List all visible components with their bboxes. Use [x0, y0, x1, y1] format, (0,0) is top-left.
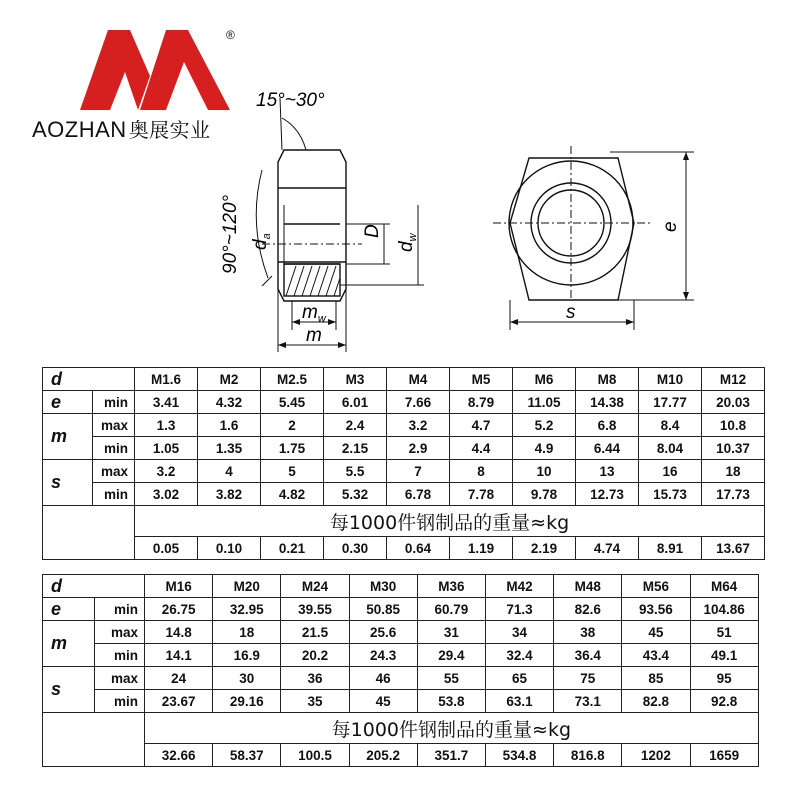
table-cell: 5 [261, 460, 324, 483]
label-m: m [306, 325, 322, 346]
table-row [43, 437, 765, 460]
weight-cell: 816.8 [554, 744, 622, 767]
weight-cell: 1.19 [450, 537, 513, 560]
row-limit: min [93, 391, 135, 414]
table-cell: 29.4 [417, 644, 485, 667]
table-row [43, 483, 765, 506]
table-cell: 12.73 [576, 483, 639, 506]
row-symbol: s [43, 460, 93, 506]
table-cell: 29.16 [213, 690, 281, 713]
brand-name-chinese: 奥展实业 [128, 118, 211, 142]
table-cell: 2.9 [387, 437, 450, 460]
table-cell: 82.8 [622, 690, 690, 713]
size-header: M2.5 [261, 368, 324, 391]
nut-side-outline [278, 150, 346, 301]
row-limit: max [95, 667, 145, 690]
table-cell: 36 [281, 667, 349, 690]
table-row [43, 598, 759, 621]
table-cell: 17.73 [702, 483, 765, 506]
table-cell: 17.77 [639, 391, 702, 414]
table-cell: 20.2 [281, 644, 349, 667]
table-row [43, 690, 759, 713]
weight-cell: 4.74 [576, 537, 639, 560]
table-cell: 45 [349, 690, 417, 713]
table-cell: 51 [690, 621, 758, 644]
table-cell: 3.2 [387, 414, 450, 437]
spec-table-large-sizes [42, 574, 759, 767]
weight-cell: 1202 [622, 744, 690, 767]
size-header: M10 [639, 368, 702, 391]
table-cell: 4.32 [198, 391, 261, 414]
table-cell: 85 [622, 667, 690, 690]
size-header: M2 [198, 368, 261, 391]
table-cell: 36.4 [554, 644, 622, 667]
table-cell: 34 [485, 621, 553, 644]
weight-note: 每1000件钢制品的重量≈kg [145, 713, 759, 744]
table-cell: 18 [213, 621, 281, 644]
table-cell: 14.1 [145, 644, 213, 667]
table-cell: 16.9 [213, 644, 281, 667]
table-row [43, 460, 765, 483]
table-cell: 6.78 [387, 483, 450, 506]
size-header: M8 [576, 368, 639, 391]
size-header: M48 [554, 575, 622, 598]
table-cell: 4.4 [450, 437, 513, 460]
table-cell: 20.03 [702, 391, 765, 414]
weight-row [43, 537, 765, 560]
label-da: $d_a$ [250, 233, 273, 250]
label-D: D [362, 224, 383, 238]
angle-arc-top [282, 118, 306, 150]
table-cell: 71.3 [485, 598, 553, 621]
hex-nut-drawing [0, 0, 800, 360]
d-label: d [43, 575, 145, 598]
table-cell: 8.4 [639, 414, 702, 437]
table-cell: 5.32 [324, 483, 387, 506]
weight-label-blank [43, 713, 145, 767]
table-cell: 21.5 [281, 621, 349, 644]
table-cell: 10.8 [702, 414, 765, 437]
row-symbol: m [43, 621, 95, 667]
label-mw: $m_w$ [302, 302, 326, 325]
table-row [43, 391, 765, 414]
table-cell: 43.4 [622, 644, 690, 667]
table-cell: 7.66 [387, 391, 450, 414]
size-header: M1.6 [135, 368, 198, 391]
size-header: M30 [349, 575, 417, 598]
table-cell: 55 [417, 667, 485, 690]
weight-cell: 58.37 [213, 744, 281, 767]
size-header: M6 [513, 368, 576, 391]
size-header: M56 [622, 575, 690, 598]
row-symbol: m [43, 414, 93, 460]
weight-cell: 2.19 [513, 537, 576, 560]
weight-cell: 32.66 [145, 744, 213, 767]
table-cell: 25.6 [349, 621, 417, 644]
brand-name-latin: AOZHAN [32, 117, 127, 142]
table-row [43, 621, 759, 644]
table-cell: 3.82 [198, 483, 261, 506]
table-cell: 6.44 [576, 437, 639, 460]
angle-top-label: 15°~30° [256, 90, 325, 111]
table-cell: 26.75 [145, 598, 213, 621]
table-cell: 24.3 [349, 644, 417, 667]
row-limit: min [95, 644, 145, 667]
size-header: M20 [213, 575, 281, 598]
header-row [43, 368, 765, 391]
table-cell: 95 [690, 667, 758, 690]
size-header: M12 [702, 368, 765, 391]
table-cell: 23.67 [145, 690, 213, 713]
table-cell: 24 [145, 667, 213, 690]
table-cell: 39.55 [281, 598, 349, 621]
angle-side-label: 90°~120° [220, 194, 241, 274]
table-cell: 49.1 [690, 644, 758, 667]
table-cell: 2 [261, 414, 324, 437]
weight-cell: 13.67 [702, 537, 765, 560]
size-header: M4 [387, 368, 450, 391]
size-header: M42 [485, 575, 553, 598]
table-cell: 11.05 [513, 391, 576, 414]
table-cell: 8.04 [639, 437, 702, 460]
table-cell: 30 [213, 667, 281, 690]
size-header: M36 [417, 575, 485, 598]
weight-cell: 0.30 [324, 537, 387, 560]
table-cell: 46 [349, 667, 417, 690]
table-cell: 45 [622, 621, 690, 644]
row-limit: max [93, 414, 135, 437]
table-row [43, 414, 765, 437]
table-cell: 1.35 [198, 437, 261, 460]
table-cell: 31 [417, 621, 485, 644]
header-row [43, 575, 759, 598]
label-e: e [660, 221, 681, 232]
weight-cell: 0.10 [198, 537, 261, 560]
table-cell: 63.1 [485, 690, 553, 713]
table-cell: 6.01 [324, 391, 387, 414]
table-cell: 73.1 [554, 690, 622, 713]
size-header: M64 [690, 575, 758, 598]
table-cell: 82.6 [554, 598, 622, 621]
row-limit: max [95, 621, 145, 644]
table-cell: 60.79 [417, 598, 485, 621]
table-row [43, 644, 759, 667]
row-symbol: e [43, 391, 93, 414]
table-cell: 1.6 [198, 414, 261, 437]
table-cell: 104.86 [690, 598, 758, 621]
table-cell: 3.2 [135, 460, 198, 483]
table-cell: 1.3 [135, 414, 198, 437]
table-cell: 53.8 [417, 690, 485, 713]
row-symbol: e [43, 598, 95, 621]
table-cell: 13 [576, 460, 639, 483]
table-cell: 8 [450, 460, 513, 483]
table-row [43, 667, 759, 690]
weight-note-row [43, 713, 759, 744]
size-header: M24 [281, 575, 349, 598]
table-cell: 4 [198, 460, 261, 483]
weight-note-row [43, 506, 765, 537]
table-cell: 5.2 [513, 414, 576, 437]
weight-note: 每1000件钢制品的重量≈kg [135, 506, 765, 537]
weight-cell: 534.8 [485, 744, 553, 767]
table-cell: 1.75 [261, 437, 324, 460]
table-cell: 14.38 [576, 391, 639, 414]
table-cell: 32.4 [485, 644, 553, 667]
weight-cell: 0.05 [135, 537, 198, 560]
table-cell: 92.8 [690, 690, 758, 713]
table-cell: 35 [281, 690, 349, 713]
weight-cell: 0.64 [387, 537, 450, 560]
spec-table-small-sizes [42, 367, 765, 560]
table-cell: 3.41 [135, 391, 198, 414]
table-cell: 93.56 [622, 598, 690, 621]
table-cell: 7 [387, 460, 450, 483]
table-cell: 2.4 [324, 414, 387, 437]
row-limit: min [95, 690, 145, 713]
table-cell: 4.9 [513, 437, 576, 460]
d-label: d [43, 368, 135, 391]
weight-cell: 351.7 [417, 744, 485, 767]
table-cell: 65 [485, 667, 553, 690]
table-cell: 5.45 [261, 391, 324, 414]
angle-arc-side [256, 170, 268, 278]
table-cell: 4.7 [450, 414, 513, 437]
size-header: M3 [324, 368, 387, 391]
table-cell: 8.79 [450, 391, 513, 414]
table-cell: 7.78 [450, 483, 513, 506]
table-cell: 32.95 [213, 598, 281, 621]
size-header: M16 [145, 575, 213, 598]
table-cell: 4.82 [261, 483, 324, 506]
table-cell: 15.73 [639, 483, 702, 506]
row-limit: min [95, 598, 145, 621]
row-limit: min [93, 483, 135, 506]
table-cell: 2.15 [324, 437, 387, 460]
weight-cell: 100.5 [281, 744, 349, 767]
registered-mark: ® [226, 28, 235, 42]
table-cell: 75 [554, 667, 622, 690]
table-cell: 9.78 [513, 483, 576, 506]
table-cell: 18 [702, 460, 765, 483]
table-cell: 10 [513, 460, 576, 483]
table-cell: 16 [639, 460, 702, 483]
row-limit: min [93, 437, 135, 460]
weight-row [43, 744, 759, 767]
size-header: M5 [450, 368, 513, 391]
weight-cell: 8.91 [639, 537, 702, 560]
weight-cell: 1659 [690, 744, 758, 767]
table-cell: 3.02 [135, 483, 198, 506]
table-cell: 1.05 [135, 437, 198, 460]
table-cell: 14.8 [145, 621, 213, 644]
label-dw: $d_w$ [396, 233, 419, 252]
weight-cell: 205.2 [349, 744, 417, 767]
table-cell: 50.85 [349, 598, 417, 621]
table-cell: 10.37 [702, 437, 765, 460]
table-cell: 6.8 [576, 414, 639, 437]
label-s: s [566, 302, 576, 323]
weight-label-blank [43, 506, 135, 560]
table-cell: 38 [554, 621, 622, 644]
table-cell: 5.5 [324, 460, 387, 483]
row-symbol: s [43, 667, 95, 713]
weight-cell: 0.21 [261, 537, 324, 560]
row-limit: max [93, 460, 135, 483]
